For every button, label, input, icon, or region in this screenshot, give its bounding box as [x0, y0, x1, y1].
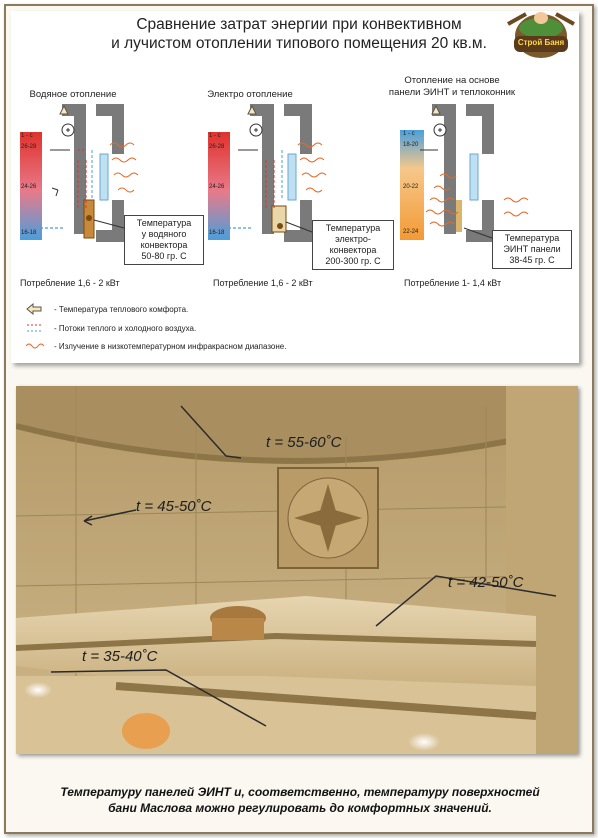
- box-line: Температура: [325, 223, 381, 233]
- consumption-electric: Потребление 1,6 - 2 кВт: [213, 278, 313, 288]
- scale-label: 24-26: [21, 184, 37, 190]
- consumption-eint: Потребление 1- 1,4 кВт: [404, 278, 502, 288]
- temp-bench-label: t = 42-50˚C: [448, 574, 524, 591]
- legend-radiation: [24, 340, 286, 352]
- eint-panel-icon: [456, 200, 462, 232]
- col3-title-line-2: панели ЭИНТ и теплоконник: [388, 87, 516, 98]
- scale-label: 26-28: [21, 144, 37, 150]
- box-line: 200-300 гр. С: [325, 256, 381, 266]
- legend-comfort: [24, 303, 188, 315]
- scale-label: 16-18: [209, 230, 225, 236]
- temp-ceiling-label: t = 55-60˚C: [266, 434, 342, 451]
- col2-title: Электро отопление: [207, 89, 293, 100]
- scale-label: 1 - с: [209, 133, 221, 139]
- legend-airflow: [24, 322, 196, 334]
- consumption-water: Потребление 1,6 - 2 кВт: [20, 278, 120, 288]
- temp-floor-label: t = 35-40˚C: [82, 648, 158, 665]
- col1-title: Водяное отопление: [29, 89, 117, 100]
- scale-label: 20-22: [403, 184, 419, 190]
- box-line: 38-45 гр. С: [509, 255, 555, 265]
- bottom-caption: [20, 784, 580, 816]
- comfort-arrow-icon: [24, 303, 54, 315]
- scale-label: 24-26: [209, 184, 225, 190]
- scale-label: 16-18: [21, 230, 37, 236]
- box-line: Температура: [504, 233, 560, 243]
- radiation-wave-icon: [24, 340, 54, 352]
- water-heating-diagram: [20, 104, 138, 242]
- scale-label: 1 - с: [21, 133, 33, 139]
- box-line: конвектора: [140, 240, 188, 250]
- scale-label: 18-20: [403, 142, 419, 148]
- box-line: конвектора: [329, 245, 377, 255]
- electric-convector-temp-box: [312, 220, 394, 270]
- box-line: Температура: [136, 218, 192, 228]
- eint-panel-temp-box: [492, 230, 572, 269]
- water-convector-temp-box: [124, 215, 204, 265]
- scale-label: 22-24: [403, 229, 419, 235]
- temp-wall-label: t = 45-50˚C: [136, 498, 212, 515]
- caption-line-1: Температуру панелей ЭИНТ и, соответственно, температуру поверхностей: [60, 785, 540, 799]
- electric-heating-diagram: [208, 104, 326, 242]
- title-line-1: Сравнение затрат энергии при конвективном: [136, 16, 462, 33]
- title-line-2: и лучистом отоплении типового помещения 20 кв.м.: [111, 35, 487, 52]
- scale-label: 26-28: [209, 144, 225, 150]
- legend-label: - Излучение в низкотемпературном инфракрасном диапазоне.: [54, 341, 287, 351]
- col3-title-line-1: Отопление на основе: [404, 75, 500, 86]
- box-line: электро-: [335, 234, 371, 244]
- legend-label: - Потоки теплого и холодного воздуха.: [54, 323, 197, 333]
- legend-label: - Температура теплового комфорта.: [54, 304, 189, 314]
- box-line: у водяного: [141, 229, 187, 239]
- eint-panel-diagram: [400, 104, 528, 242]
- caption-line-2: бани Маслова можно регулировать до комфортных значений.: [108, 801, 492, 815]
- logo-text: Строй Баня: [517, 38, 565, 47]
- scale-label: 1 - с: [403, 131, 415, 137]
- box-line: 50-80 гр. С: [141, 251, 187, 261]
- hammam-photo: [16, 386, 578, 754]
- box-line: ЭИНТ панели: [503, 244, 561, 254]
- airflow-arrows-icon: [24, 322, 54, 334]
